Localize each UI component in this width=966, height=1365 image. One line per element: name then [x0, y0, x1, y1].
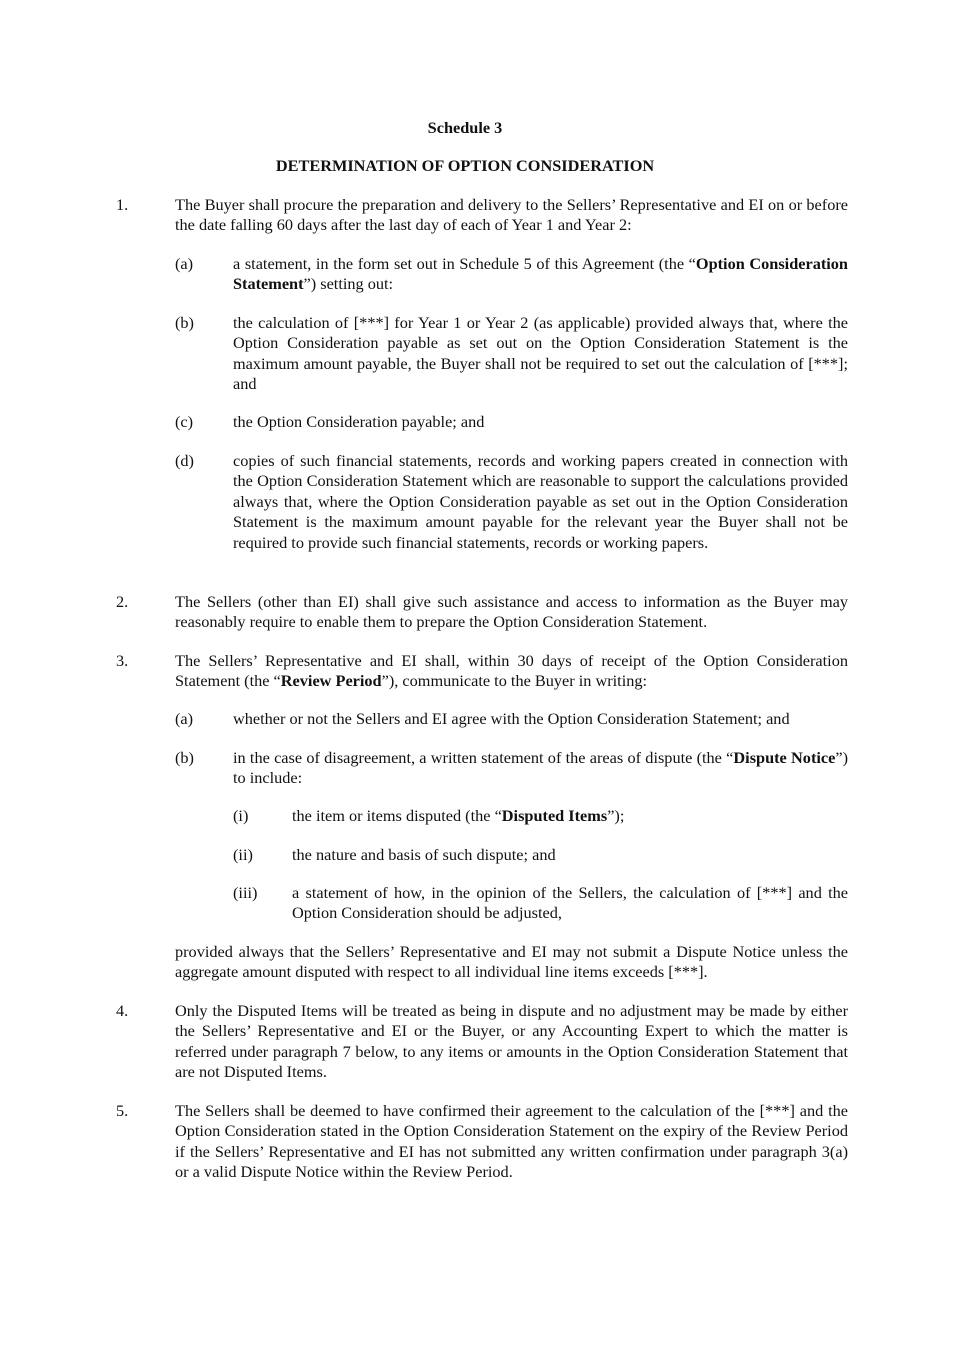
paragraph-3b-ii-number: (ii) — [233, 845, 253, 864]
defined-term-option-consideration-statement: Option Consideration Statement — [233, 254, 848, 294]
paragraph-3-number: 3. — [116, 651, 129, 670]
paragraph-1c-number: (c) — [175, 412, 194, 431]
paragraph-2-text: The Sellers (other than EI) shall give such assistance and access to information as the Buyer may reasonably require to enable them to prepare the Option Consideration Statement. — [175, 592, 848, 632]
paragraph-1d-number: (d) — [175, 451, 194, 470]
defined-term-dispute-notice: Dispute Notice — [733, 748, 836, 767]
paragraph-1-text: The Buyer shall procure the preparation and delivery to the Sellers’ Representative and EI on or before the date falling 60 days after the last day of each of Year 1 and Year 2: — [175, 195, 848, 235]
paragraph-1b-text: the calculation of [***] for Year 1 or Year 2 (as applicable) provided always that, where the Option Consideration payable as set out on the Option Consideration Statement is the maximum amount payable, the Buyer shall not be required to set out the calculation of [***]; and — [233, 313, 848, 394]
paragraph-4-number: 4. — [116, 1001, 129, 1020]
schedule-title: Schedule 3 — [427, 118, 503, 137]
paragraph-1d-text: copies of such financial statements, records and working papers created in connection with the Option Consideration Statement which are reasonable to support the calculations provided always that, where the Option Consideration payable as set out in the Option Consideration Statement is the maximum amount payable for the relevant year the Buyer shall not be required to provide such financial statements, records or working papers. — [233, 451, 848, 552]
paragraph-3-proviso: provided always that the Sellers’ Representative and EI may not submit a Dispute Notice unless the aggregate amount disputed with respect to all individual line items exceeds [***]. — [175, 942, 848, 982]
defined-term-review-period: Review Period — [280, 671, 382, 691]
paragraph-3b-ii-text: the nature and basis of such dispute; and — [292, 845, 556, 864]
paragraph-4-text: Only the Disputed Items will be treated as being in dispute and no adjustment may be made by either the Sellers’ Representative and EI or the Buyer, or any Accounting Expert to which the matter is referred under paragraph 7 below, to any items or amounts in the Option Consideration Statement that are not Disputed Items. — [175, 1001, 848, 1082]
paragraph-3b-i-text: the item or items disputed (the “Disputed Items”); — [292, 806, 625, 825]
defined-term-disputed-items: Disputed Items — [501, 806, 608, 825]
paragraph-3b-text: in the case of disagreement, a written statement of the areas of dispute (the “Dispute Notice”) to include: — [233, 748, 848, 788]
paragraph-3b-number: (b) — [175, 748, 194, 767]
paragraph-1a-text: a statement, in the form set out in Schedule 5 of this Agreement (the “Option Consideration Statement”) setting out: — [233, 254, 848, 294]
paragraph-1a-number: (a) — [175, 254, 194, 273]
paragraph-3-text: The Sellers’ Representative and EI shall, within 30 days of receipt of the Option Consideration Statement (the “Review Period”), communicate to the Buyer in writing: — [175, 651, 848, 691]
paragraph-3b-iii-number: (iii) — [233, 883, 258, 902]
paragraph-3a-number: (a) — [175, 709, 194, 728]
paragraph-5-text: The Sellers shall be deemed to have confirmed their agreement to the calculation of the [***] and the Option Consideration stated in the Option Consideration Statement on the expiry of the Review Period if the Sellers’ Representative and EI has not submitted any written confirmation under paragraph 3(a) or a valid Dispute Notice within the Review Period. — [175, 1101, 848, 1182]
paragraph-3b-i-number: (i) — [233, 806, 249, 825]
paragraph-2-number: 2. — [116, 592, 129, 611]
paragraph-3b-iii-text: a statement of how, in the opinion of the Sellers, the calculation of [***] and the Option Consideration should be adjusted, — [292, 883, 848, 923]
paragraph-3a-text: whether or not the Sellers and EI agree with the Option Consideration Statement; and — [233, 709, 790, 728]
page-heading: DETERMINATION OF OPTION CONSIDERATION — [275, 156, 655, 175]
paragraph-1c-text: the Option Consideration payable; and — [233, 412, 485, 431]
paragraph-5-number: 5. — [116, 1101, 129, 1120]
paragraph-1b-number: (b) — [175, 313, 194, 332]
paragraph-1-number: 1. — [116, 195, 129, 214]
